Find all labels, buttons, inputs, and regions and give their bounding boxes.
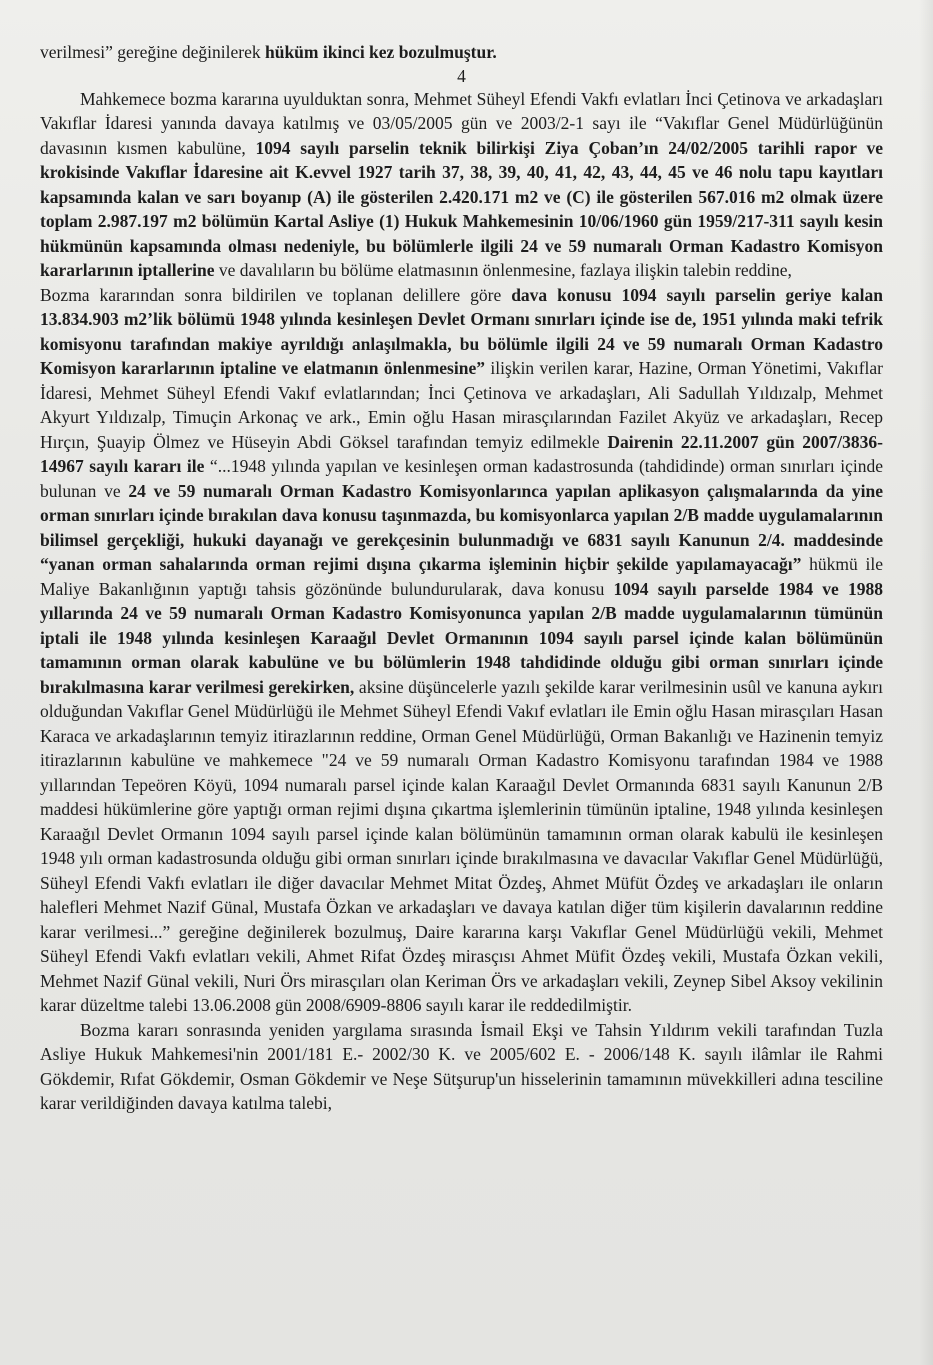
text-run: Mahkemece bozma kararına uyulduktan sonra, Mehmet Süheyl Efendi Vakfı evlatları İnci Çetinova ve arkadaşları Vakıflar İdaresi yanında davaya katılmış ve 03/05/2005 gün ve 2003/2-1 sayı ile “Vakıflar Genel Müdürlüğünün davasının kısmen kabulüne, xyxy=(40,88,883,158)
text-run: Bozma kararı sonrasında yeniden yargılama sırasında İsmail Ekşi ve Tahsin Yıldırım vekili tarafından Tuzla Asliye Hukuk Mahkemesi'nin 2001/181 E.- 2002/30 K. ve 2005/602 E. - 2006/148 K. sayılı ilâmlar ile Rahmi Gökdemir, Rıfat Gökdemir, Osman Gökdemir ve Neşe Sütşurup'un hisselerinin tamamının müvekkilleri adına tesciline karar verildiğinden davaya katılma talebi, xyxy=(40,1019,883,1113)
paragraph-after-reversal xyxy=(40,283,883,1018)
bold-text-run: hüküm ikinci kez bozulmuştur. xyxy=(264,42,497,62)
page-number: 4 xyxy=(457,65,466,86)
text-run: Bozma kararından sonra bildirilen ve toplanan delillere göre xyxy=(40,284,512,305)
bold-text-run: 1094 sayılı parselin teknik bilirkişi Ziya Çoban’ın 24/02/2005 tarihli rapor ve krokisinde Vakıflar İdaresine ait K.evvel 1927 tarih 37, 38, 39, 40, 41, 42, 43, 44, 45 ve 46 nolu tapu kayıtları kapsamında kalan ve sarı boyanıp (A) ile gösterilen 2.420.171 m2 ve (C) ile gösterilen 567.016 m2 olmak üzere toplam 2.987.197 m2 bölümün Kartal Asliye (1) Hukuk Mahkemesinin 10/06/1960 gün 1959/217-311 sayılı kesin hükmünün kapsamında olması nedeniyle, bu bölümlerle ilgili 24 ve 59 numaralı Orman Kadastro Komisyon kararlarının iptallerine xyxy=(40,137,883,280)
page-edge-shadow xyxy=(919,0,933,1365)
text-run: aksine düşüncelerle yazılı şekilde karar verilmesinin usûl ve kanuna aykırı olduğundan Vakıflar Genel Müdürlüğü ile Mehmet Süheyl Efendi Vakıf evlatları ile Emin oğlu Hasan mirasçıları Hasan Karaca ve arkadaşlarının temyiz itirazlarının reddine, Orman Genel Müdürlüğü, Orman Bakanlığı ve Hazinenin temyiz itirazlarının kabulüne ve mahkemece "24 ve 59 numaralı Orman Kadastro Komisyonu tarafından 1984 ve 1988 yıllarından Tepeören Köyü, 1094 numaralı parsel içinde kalan Karaağıl Devlet Ormanında 6831 sayılı Kanunun 2/B maddesi hükümlerine göre yaptığı orman rejimi dışına çıkartma işlemlerinin tümünün iptaline, 1948 yılında kesinleşen Karaağıl Devlet Ormanın 1094 sayılı parsel içinde kalan bölümünün tamamının orman olarak kabulü ile kesinleşen 1948 yılı orman kadastrosunda olduğu gibi orman sınırları içinde bırakılmasına ve davacılar Vakıflar Genel Müdürlüğü, Süheyl Efendi Vakfı evlatları ile diğer davacılar Mehmet Mitat Özdeş, Ahmet Müfüt Özdeş ve arkadaşları ile onların halefleri Mehmet Nazif Günal, Mustafa Özkan ve arkadaşları ve davaya katılan diğer tüm kişilerin davalarının reddine karar verilmesi...” gereğine değinilerek bozulmuş, Daire kararına karşı Vakıflar Genel Müdürlüğü vekili, Mehmet Süheyl Efendi Vakfı evlatları vekili, Ahmet Rifat Özdeş mirasçısı Ahmet Müfit Özdeş vekili, Mustafa Özkan vekili, Mehmet Nazif Günal vekili, Nuri Örs mirasçıları olan Keriman Örs ve arkadaşları vekili, Zeynep Sibel Aksoy vekilinin karar düzeltme talebi 13.06.2008 gün 2008/6909-8806 sayılı karar ile reddedilmiştir. xyxy=(40,676,884,1015)
bold-text-run: Dairenin 22.11.2007 gün 2007/3836-14967 sayılı kararı ile xyxy=(40,431,883,476)
bold-text-run: 1094 sayılı parselde 1984 ve 1988 yıllarında 24 ve 59 numaralı Orman Kadastro Komisyonunca yapılan 2/B madde uygulamalarının tümünün iptali ile 1948 yılında kesinleşen Karaağıl Devlet Ormanının 1094 sayılı parsel içinde kalan bölümünün tamamının orman olarak kabulüne ve bu bölümlerin 1948 tahdidinde olduğu gibi orman sınırları içinde bırakılmasına karar verilmesi gerekirken, xyxy=(40,578,883,697)
text-run: ilişkin verilen karar, Hazine, Orman Yönetimi, Vakıflar İdaresi, Mehmet Süheyl Efendi Vakıf evlatlarından; İnci Çetinova ve arkadaşları, Ali Sadullah Yıldızalp, Mehmet Akyurt Yıldızalp, Timuçin Arkonaç ve ark., Emin oğlu Hasan mirasçılarından Fazilet Akyüz ve arkadaşları, Recep Hırçın, Şuayip Ölmez ve Hüseyin Abdi Göksel tarafından temyiz edilmekle xyxy=(40,358,884,452)
text-run: “...1948 yılında yapılan ve kesinleşen orman kadastrosunda (tahdidinde) orman sınırları içinde bulunan ve xyxy=(40,456,883,501)
paragraph-court-decision xyxy=(40,87,883,283)
paragraph-retrial xyxy=(40,1018,883,1116)
bold-text-run: dava konusu 1094 sayılı parselin geriye kalan 13.834.903 m2’lik bölümü 1948 yılında kesinleşen Devlet Ormanı sınırları içinde ise de, 1951 yılında maki tefrik komisyonu tarafından makiye ayrıldığı anlaşılmakla, bu bölümle ilgili 24 ve 59 numaralı Orman Kadastro Komisyon kararlarının iptaline ve elatmanın önlenmesine” xyxy=(40,284,883,378)
text-run: verilmesi” gereğine değinilerek xyxy=(40,42,265,62)
paragraph-continuation xyxy=(40,40,883,65)
text-run: hükmü ile Maliye Bakanlığının yaptığı tahsis gözönünde bulundurularak, dava konusu xyxy=(40,554,883,599)
text-run: ve davalıların bu bölüme elatmasının önlenmesine, fazlaya ilişkin talebin reddine, xyxy=(214,260,792,280)
bold-text-run: 24 ve 59 numaralı Orman Kadastro Komisyonlarınca yapılan aplikasyon çalışmalarında da yine orman sınırları içinde bırakılan dava konusu taşınmazda, bu komisyonlarca yapılan 2/B madde uygulamalarının bilimsel gerçekliği, hukuki dayanağı ve gerekçesinin bulunmadığı ve 6831 sayılı Kanunun 2/4. maddesinde “yanan orman sahalarında orman rejimi dışına çıkarma işleminin hiçbir şekilde yapılamayacağı” xyxy=(40,480,883,574)
